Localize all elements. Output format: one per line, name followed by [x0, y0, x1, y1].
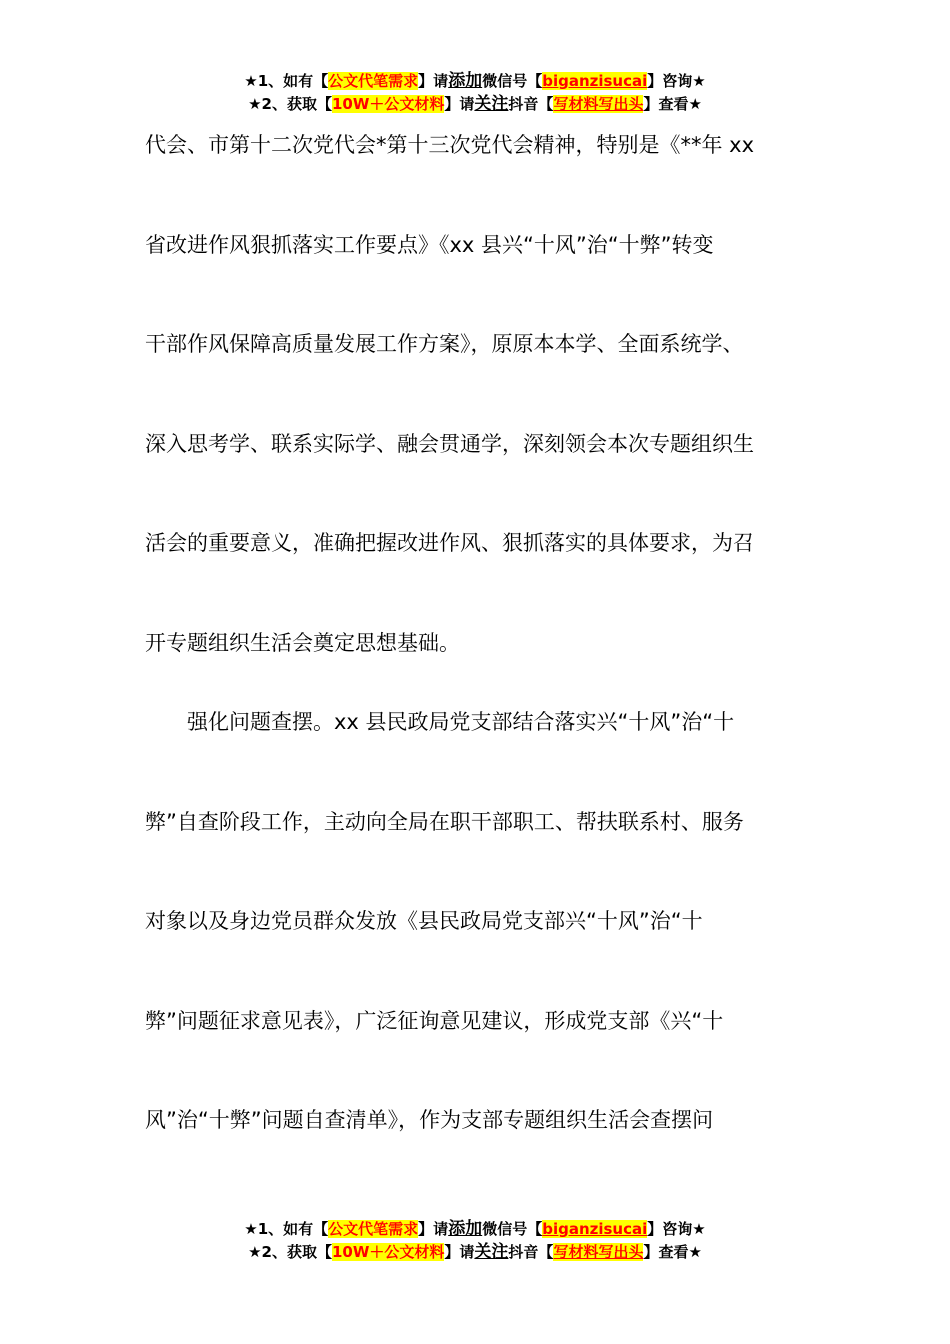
banner-underlined: 关注 — [474, 1242, 509, 1262]
banner-highlight: 公文代笔需求 — [328, 72, 419, 90]
banner-text: 】请 — [418, 72, 449, 90]
banner-line-2 — [0, 93, 950, 116]
banner-text: ★1、如有【 — [244, 1220, 329, 1238]
banner-text: ★1、如有【 — [244, 72, 329, 90]
text-line: 风”治“十弊”问题自查清单》，作为支部专题组织生活会查摆问 — [145, 1108, 714, 1132]
text-line: 省改进作风狠抓落实工作要点》《xx 县兴“十风”治“十弊”转变 — [145, 233, 714, 257]
banner-underlined: 关注 — [474, 94, 509, 114]
banner-text: ★2、获取【 — [248, 1243, 332, 1261]
banner-highlight: 公文代笔需求 — [328, 1220, 419, 1238]
banner-wechat-id: biganzisucai — [542, 1220, 648, 1238]
banner-text: 】咨询★ — [647, 72, 706, 90]
text-line: 对象以及身边党员群众发放《县民政局党支部兴“十风”治“十 — [145, 909, 703, 933]
text-line: 强化问题查摆。xx 县民政局党支部结合落实兴“十风”治“十 — [145, 710, 735, 734]
banner-line-1 — [0, 70, 950, 93]
banner-text: 】查看★ — [643, 95, 702, 113]
banner-text: 微信号【 — [482, 72, 543, 90]
banner-underlined: 添加 — [448, 1219, 483, 1239]
banner-text: 】请 — [418, 1220, 449, 1238]
banner-highlight: 10W＋公文材料 — [331, 95, 445, 113]
text-line: 开专题组织生活会奠定思想基础。 — [145, 631, 460, 655]
banner-text: 抖音【 — [508, 95, 554, 113]
text-line: 弊”自查阶段工作，主动向全局在职干部职工、帮扶联系村、服务 — [145, 810, 744, 834]
banner-text: 】咨询★ — [647, 1220, 706, 1238]
banner-douyin-id: 写材料写出头 — [553, 95, 644, 113]
text-line: 弊”问题征求意见表》，广泛征询意见建议，形成党支部《兴“十 — [145, 1009, 724, 1033]
banner-text: 】请 — [444, 95, 475, 113]
banner-text: 】请 — [444, 1243, 475, 1261]
banner-underlined: 添加 — [448, 71, 483, 91]
banner-text: 微信号【 — [482, 1220, 543, 1238]
text-line: 深入思考学、联系实际学、融会贯通学，深刻领会本次专题组织生 — [145, 432, 754, 456]
text-line: 代会、市第十二次党代会*第十三次党代会精神，特别是《**年 xx — [145, 133, 755, 157]
header-banner — [0, 70, 950, 116]
banner-text: ★2、获取【 — [248, 95, 332, 113]
banner-text: 】查看★ — [643, 1243, 702, 1261]
banner-wechat-id: biganzisucai — [542, 72, 648, 90]
banner-line-2 — [0, 1241, 950, 1264]
text-line: 干部作风保障高质量发展工作方案》，原原本本学、全面系统学、 — [145, 332, 744, 356]
banner-line-1 — [0, 1218, 950, 1241]
banner-text: 抖音【 — [508, 1243, 554, 1261]
banner-highlight: 10W＋公文材料 — [331, 1243, 445, 1261]
footer-banner — [0, 1218, 950, 1264]
banner-douyin-id: 写材料写出头 — [553, 1243, 644, 1261]
text-line: 活会的重要意义，准确把握改进作风、狠抓落实的具体要求，为召 — [145, 531, 754, 555]
